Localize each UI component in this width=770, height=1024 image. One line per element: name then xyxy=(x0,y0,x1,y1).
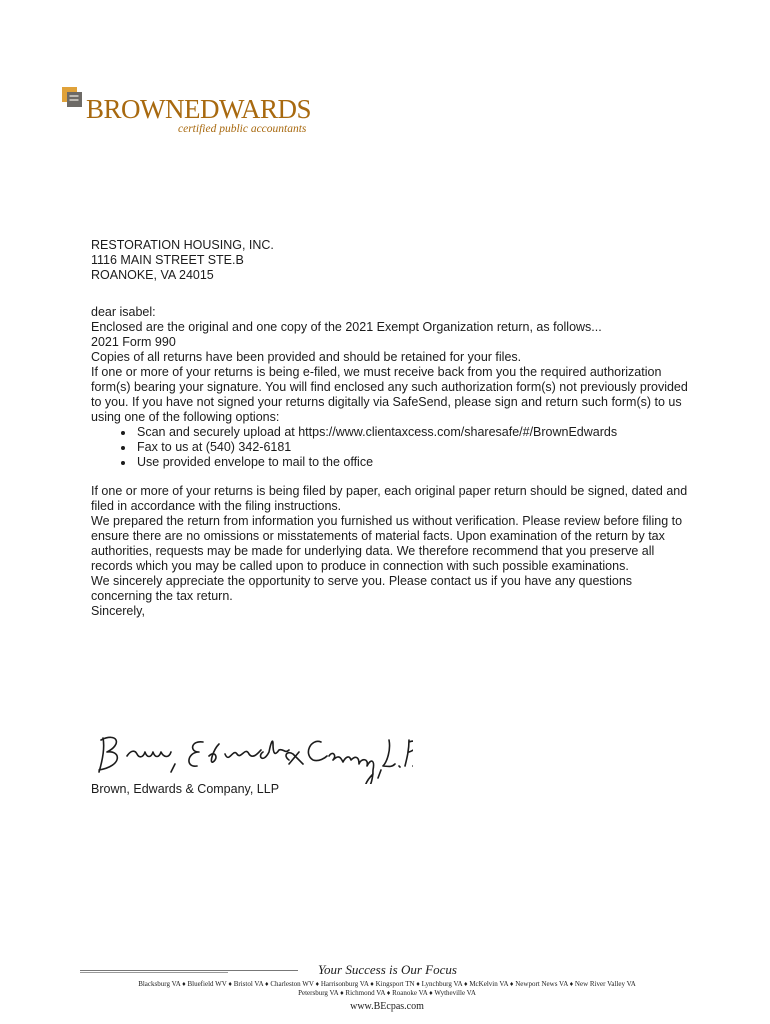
footer-divider-accent xyxy=(80,972,228,973)
valediction: Sincerely, xyxy=(91,604,145,618)
firm-tagline: certified public accountants xyxy=(178,123,307,135)
intro-paragraph: Enclosed are the original and one copy of the 2021 Exempt Organization return, as follows... xyxy=(91,320,602,334)
footer-locations-line2: Petersburg VA ♦ Richmond VA ♦ Roanoke VA ♦ Wytheville VA xyxy=(298,989,476,997)
recipient-street: 1116 MAIN STREET STE.B xyxy=(91,253,244,267)
letter-body xyxy=(91,238,691,619)
form-name: 2021 Form 990 xyxy=(91,335,176,349)
paper-filing-paragraph: If one or more of your returns is being filed by paper, each original paper return should be signed, dated and filed in accordance with the filing instructions. xyxy=(91,484,688,513)
firm-logo-name: BROWNEDWARDS xyxy=(86,94,312,124)
footer-slogan: Your Success is Our Focus xyxy=(318,962,457,977)
recipient-city: ROANOKE, VA 24015 xyxy=(91,268,214,282)
efile-paragraph: If one or more of your returns is being e-filed, we must receive back from you the required authorization form(s) bearing your signature. You will find enclosed any such authorization form(s) not previously provided to you. If you have not signed your returns digitally via SafeSend, please sign and return such form(s) to us using one of the following options: xyxy=(91,365,688,424)
signing-options-list xyxy=(91,425,691,470)
footer-divider xyxy=(80,970,298,971)
footer-locations-line1: Blacksburg VA ♦ Bluefield WV ♦ Bristol VA ♦ Charleston WV ♦ Harrisonburg VA ♦ Kingsport TN ♦ Lynchburg VA ♦ McKelvin VA ♦ Newport News VA ♦ New River Valley VA xyxy=(138,980,636,988)
list-item: • Scan and securely upload at https://www.clientaxcess.com/sharesafe/#/BrownEdwards xyxy=(135,425,691,440)
letterhead-logo xyxy=(62,86,312,142)
recipient-name: RESTORATION HOUSING, INC. xyxy=(91,238,274,252)
list-item: • Fax to us at (540) 342-6181 xyxy=(135,440,691,455)
footer-website: www.BEcpas.com xyxy=(350,1001,424,1012)
salutation: dear isabel: xyxy=(91,305,156,319)
list-item: • Use provided envelope to mail to the office xyxy=(135,455,691,470)
firm-signoff: Brown, Edwards & Company, LLP xyxy=(91,782,280,796)
verification-paragraph: We prepared the return from information you furnished us without verification. Please review before filing to ensure there are no omissions or misstatements of material facts. Upon examination of the return by tax authorities, requests may be made for underlying data. We therefore recommend that you preserve all records which you may be called upon to produce in connection with such possible examinations. xyxy=(91,514,683,573)
recipient-address xyxy=(91,238,691,283)
page-footer xyxy=(0,960,770,1020)
logo-mark-icon xyxy=(62,87,82,107)
closing-paragraph: We sincerely appreciate the opportunity to serve you. Please contact us if you have any questions concerning the tax return. xyxy=(91,574,633,603)
handwritten-signature xyxy=(93,730,413,784)
copies-paragraph: Copies of all returns have been provided and should be retained for your files. xyxy=(91,350,522,364)
